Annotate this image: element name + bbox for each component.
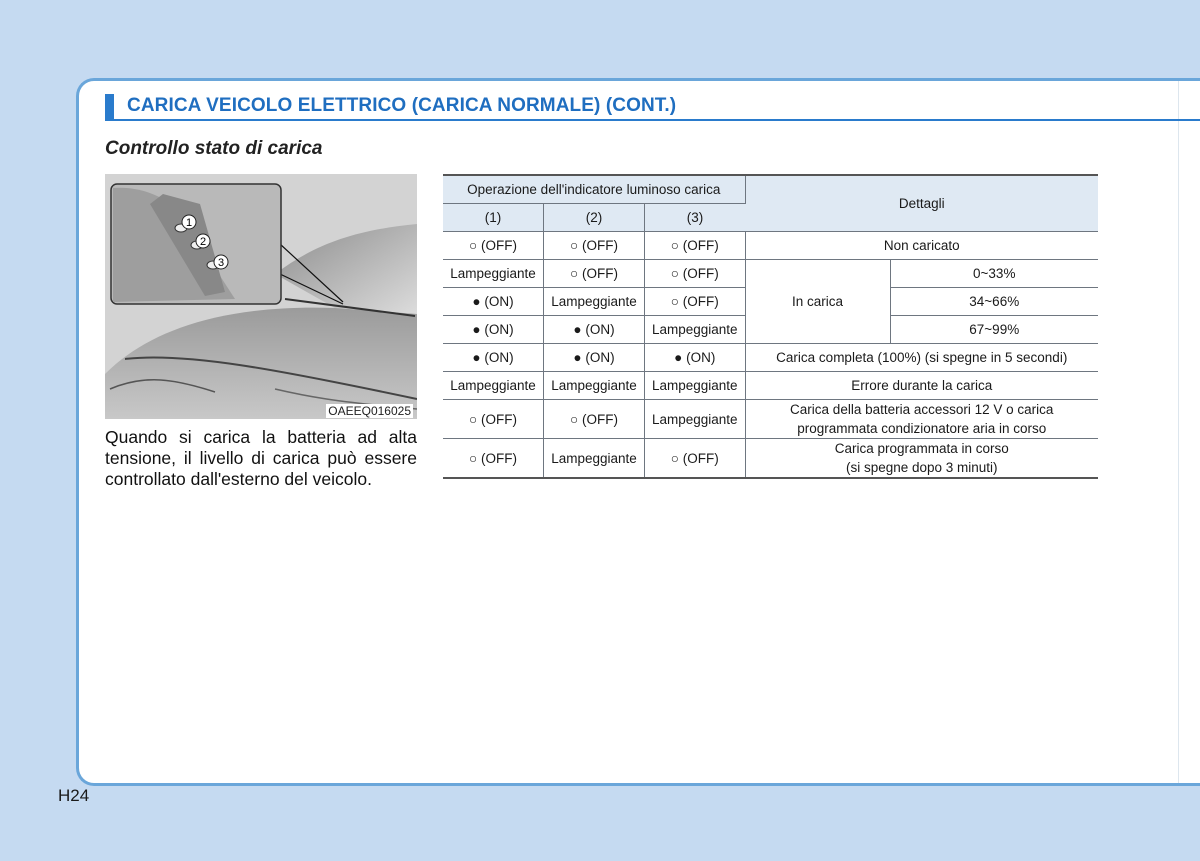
- cell-r3-c1: ● (ON): [443, 288, 544, 316]
- cell-r5-c2: ● (ON): [544, 344, 645, 372]
- figure-code: OAEEQ016025: [328, 404, 411, 418]
- cell-r7-detail-line1: Carica della batteria accessori 12 V o carica: [790, 402, 1054, 417]
- cell-r7-c3: Lampeggiante: [645, 400, 746, 439]
- section-header: [105, 94, 1200, 122]
- cell-r2-c2: ○ (OFF): [544, 260, 645, 288]
- cell-r8-c2: Lampeggiante: [544, 439, 645, 479]
- charge-status-table: [443, 174, 1098, 479]
- table-row: [443, 260, 1098, 288]
- column-header-2: (2): [544, 204, 645, 232]
- cell-r1-c1: ○ (OFF): [443, 232, 544, 260]
- cell-r4-c1: ● (ON): [443, 316, 544, 344]
- body-paragraph: Quando si carica la batteria ad alta tensione, il livello di carica può essere controllato dall'esterno del veicolo.: [105, 427, 417, 489]
- cell-r5-c3: ● (ON): [645, 344, 746, 372]
- subheading: Controllo stato di carica: [105, 138, 323, 159]
- cell-r6-c2: Lampeggiante: [544, 372, 645, 400]
- column-header-3: (3): [645, 204, 746, 232]
- car-illustration-svg: [105, 174, 417, 419]
- cell-in-charge-group: In carica: [745, 260, 890, 344]
- section-title: CARICA VEICOLO ELETTRICO (CARICA NORMALE) (CONT.): [127, 95, 677, 116]
- page-number: H24: [58, 786, 90, 805]
- cell-r3-c3: ○ (OFF): [645, 288, 746, 316]
- header-accent-bar: [105, 94, 114, 119]
- cell-r4-c3: Lampeggiante: [645, 316, 746, 344]
- cell-r6-detail: Errore durante la carica: [745, 372, 1098, 400]
- table-header-row: [443, 175, 1098, 204]
- header-rule: [105, 119, 1200, 121]
- cell-r6-c3: Lampeggiante: [645, 372, 746, 400]
- cell-r3-c2: Lampeggiante: [544, 288, 645, 316]
- details-header-cell: Dettagli: [745, 175, 1098, 232]
- table-row: [443, 439, 1098, 479]
- cell-r2-detail: 0~33%: [890, 260, 1098, 288]
- cell-r2-c3: ○ (OFF): [645, 260, 746, 288]
- callout-label-2: 2: [199, 236, 207, 248]
- cell-r8-detail-line1: Carica programmata in corso: [834, 441, 1009, 456]
- callout-label-3: 3: [217, 257, 225, 269]
- cell-r6-c1: Lampeggiante: [443, 372, 544, 400]
- cell-r8-detail: [745, 439, 1098, 479]
- cell-r1-c2: ○ (OFF): [544, 232, 645, 260]
- cell-r8-c1: ○ (OFF): [443, 439, 544, 479]
- cell-r4-c2: ● (ON): [544, 316, 645, 344]
- cell-r7-c1: ○ (OFF): [443, 400, 544, 439]
- table-row: [443, 400, 1098, 439]
- cell-r3-detail: 34~66%: [890, 288, 1098, 316]
- car-illustration: [105, 174, 417, 419]
- table-row: [443, 372, 1098, 400]
- cell-r1-c3: ○ (OFF): [645, 232, 746, 260]
- callout-label-1: 1: [185, 217, 193, 229]
- cell-r8-c3: ○ (OFF): [645, 439, 746, 479]
- table-row: [443, 344, 1098, 372]
- cell-r5-c1: ● (ON): [443, 344, 544, 372]
- header-group-cell: Operazione dell'indicatore luminoso carica: [443, 175, 745, 204]
- cell-r7-detail: [745, 400, 1098, 439]
- cell-r5-detail: Carica completa (100%) (si spegne in 5 secondi): [745, 344, 1098, 372]
- cell-r7-detail-line2: programmata condizionatore aria in corso: [797, 421, 1047, 436]
- cell-r1-detail: Non caricato: [745, 232, 1098, 260]
- cell-r8-detail-line2: (si spegne dopo 3 minuti): [845, 460, 998, 475]
- cell-r4-detail: 67~99%: [890, 316, 1098, 344]
- column-header-1: (1): [443, 204, 544, 232]
- cell-r2-c1: Lampeggiante: [443, 260, 544, 288]
- cell-r7-c2: ○ (OFF): [544, 400, 645, 439]
- table-row: [443, 232, 1098, 260]
